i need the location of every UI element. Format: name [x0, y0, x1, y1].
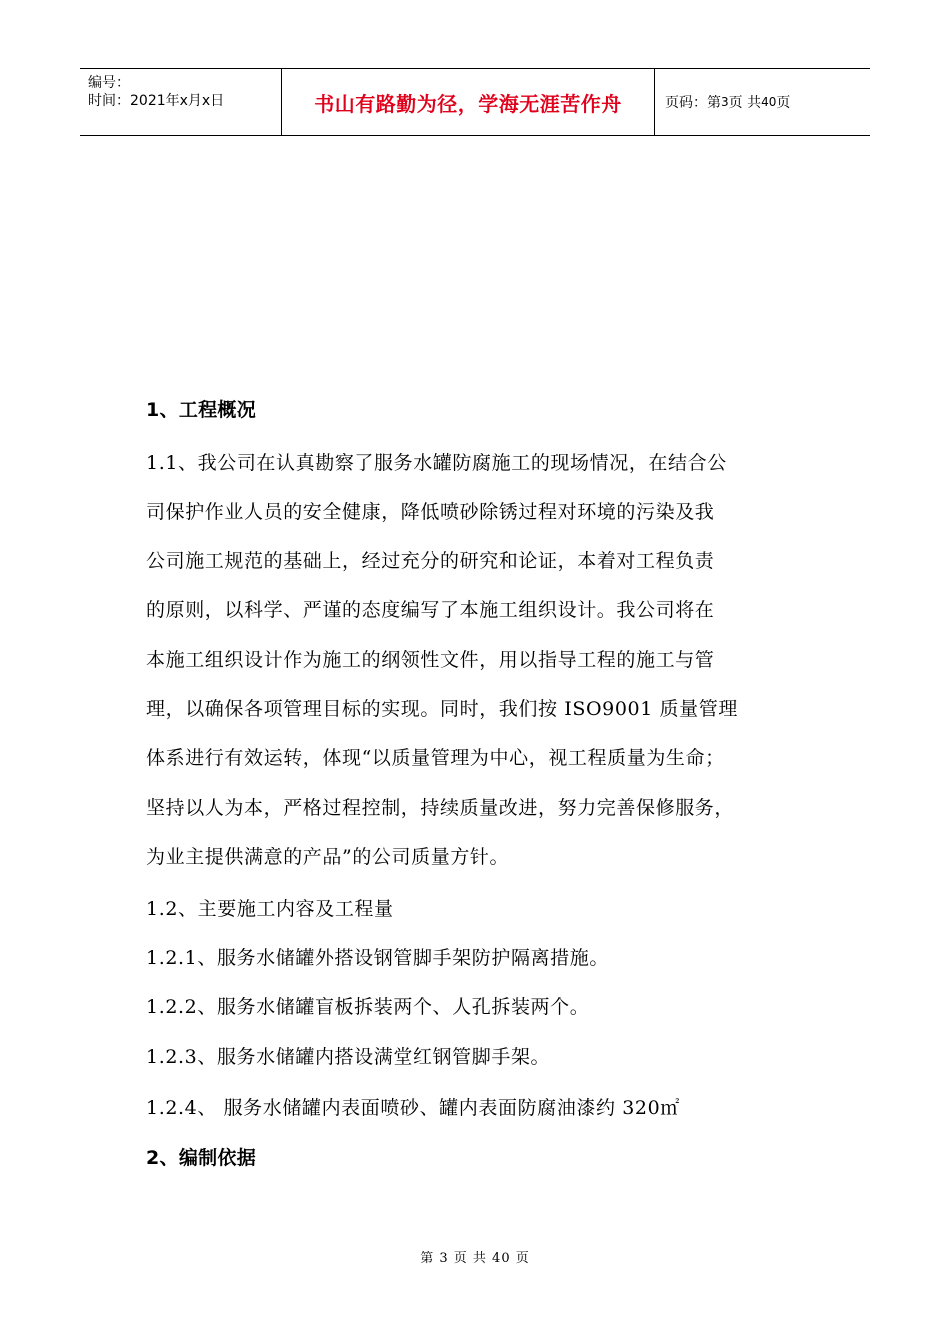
page-label: 页码：第 — [665, 95, 721, 111]
section-1-heading: 1、工程概况 — [146, 399, 257, 421]
paragraph-1-1-line-3: 公司施工规范的基础上，经过充分的研究和论证，本着对工程负责 — [146, 550, 715, 572]
page-end: 页 — [776, 95, 791, 111]
item-1-2-4: 1.2.4、 服务水储罐内表面喷砂、罐内表面防腐油漆约 320㎡ — [146, 1097, 680, 1119]
item-1-2-2: 1.2.2、服务水储罐盲板拆装两个、人孔拆装两个。 — [146, 996, 590, 1018]
item-1-2-3: 1.2.3、服务水储罐内搭设满堂红钢管脚手架。 — [146, 1046, 551, 1068]
date-line — [88, 92, 281, 110]
paragraph-1-1-line-8: 坚持以人为本，严格过程控制，持续质量改进，努力完善保修服务， — [146, 797, 735, 819]
paragraph-1-1-line-6: 理，以确保各项管理目标的实现。同时，我们按 ISO9001 质量管理 — [146, 698, 738, 720]
header-meta-cell — [80, 69, 282, 135]
paragraph-1-1-line-7: 体系进行有效运转，体现“以质量管理为中心，视工程质量为生命； — [146, 747, 725, 769]
page-total: 40 — [761, 95, 777, 109]
page-footer: 第 3 页 共 40 页 — [420, 1251, 530, 1266]
paragraph-1-1-line-4: 的原则，以科学、严谨的态度编写了本施工组织设计。我公司将在 — [146, 599, 715, 621]
time-label: 时间： — [88, 93, 130, 109]
item-1-2-1: 1.2.1、服务水储罐外搭设钢管脚手架防护隔离措施。 — [146, 947, 609, 969]
date-value: 2021年x月x日 — [130, 93, 225, 109]
number-label: 编号： — [88, 75, 130, 91]
section-2-heading: 2、编制依据 — [146, 1147, 257, 1169]
page-current: 3 — [721, 95, 729, 109]
item-1-2: 1.2、主要施工内容及工程量 — [146, 898, 394, 920]
page-mid: 页 共 — [728, 95, 762, 111]
paragraph-1-1-line-9: 为业主提供满意的产品”的公司质量方针。 — [146, 846, 510, 868]
paragraph-1-1-line-2: 司保护作业人员的安全健康，降低喷砂除锈过程对环境的污染及我 — [146, 501, 715, 523]
paragraph-1-1-line-1: 1.1、我公司在认真勘察了服务水罐防腐施工的现场情况，在结合公 — [146, 452, 727, 474]
header-motto: 书山有路勤为径，学海无涯苦作舟 — [282, 69, 655, 135]
header-page-info — [655, 69, 870, 135]
page-header — [80, 68, 870, 136]
paragraph-1-1-line-5: 本施工组织设计作为施工的纲领性文件，用以指导工程的施工与管 — [146, 649, 715, 671]
